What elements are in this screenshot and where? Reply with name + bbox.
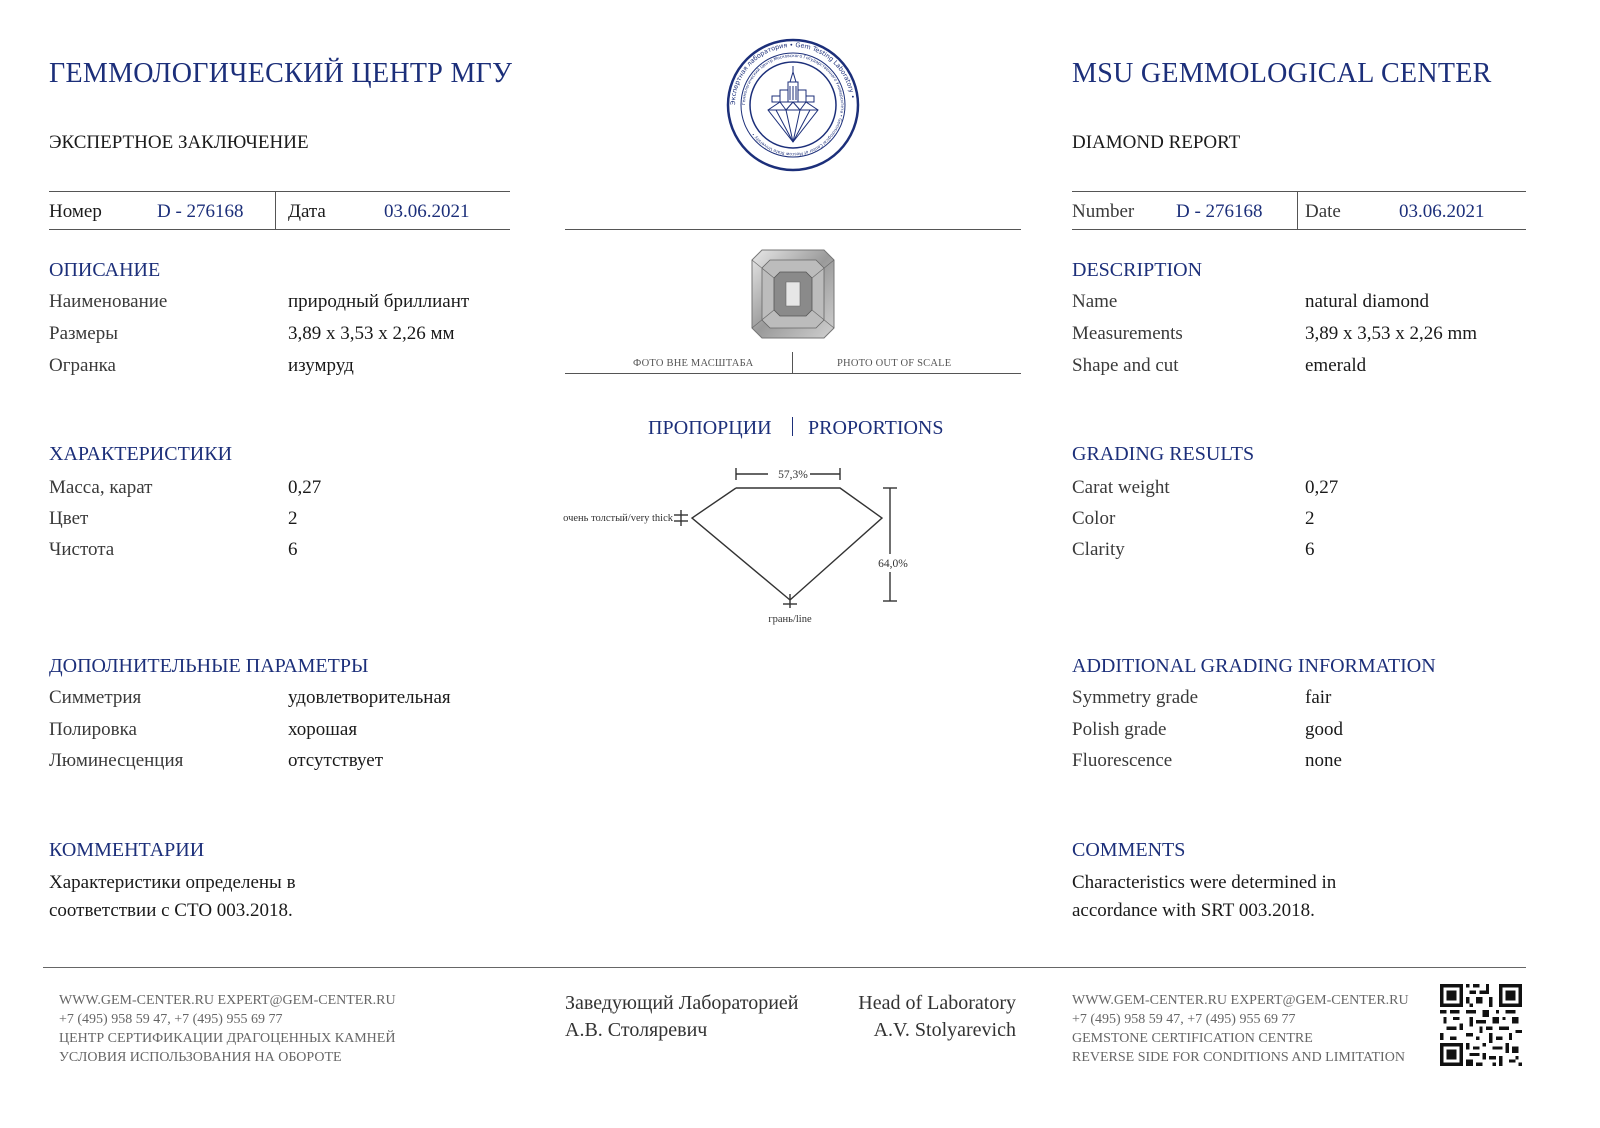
- ru-description-heading: ОПИСАНИЕ: [49, 259, 161, 281]
- ru-description-value: природный бриллиант: [288, 291, 470, 312]
- ru-footer: [59, 991, 396, 1067]
- ru-additional-heading: ДОПОЛНИТЕЛЬНЫЕ ПАРАМЕТРЫ: [49, 655, 369, 677]
- photo-caption-en: PHOTO OUT OF SCALE: [837, 358, 952, 369]
- signature-ru: [565, 990, 799, 1044]
- en-footer-centre: GEMSTONE CERTIFICATION CENTRE: [1072, 1031, 1313, 1046]
- ru-description-label: Размеры: [49, 323, 118, 344]
- ru-footer-phones: +7 (495) 958 59 47, +7 (495) 955 69 77: [59, 1012, 283, 1027]
- ru-comments-heading: КОММЕНТАРИИ: [49, 839, 205, 861]
- depth-percentage-label: 64,0%: [878, 558, 908, 570]
- ru-subtitle: ЭКСПЕРТНОЕ ЗАКЛЮЧЕНИЕ: [49, 132, 309, 153]
- en-grading-heading: GRADING RESULTS: [1072, 443, 1255, 465]
- en-description-label: Shape and cut: [1072, 355, 1179, 376]
- en-date-label: Date: [1305, 201, 1341, 222]
- culet-label: грань/line: [768, 614, 812, 625]
- en-grading-value: 2: [1305, 508, 1315, 529]
- center-top-rule: [565, 229, 1021, 230]
- en-additional-heading: ADDITIONAL GRADING INFORMATION: [1072, 655, 1436, 677]
- photo-caption-divider: [792, 352, 793, 373]
- en-footer-contacts: WWW.GEM-CENTER.RU EXPERT@GEM-CENTER.RU: [1072, 993, 1409, 1008]
- signature-en-name: A.V. Stolyarevich: [873, 1019, 1016, 1041]
- en-description-value: emerald: [1305, 355, 1367, 376]
- en-number-label: Number: [1072, 201, 1135, 222]
- qr-code[interactable]: [1440, 984, 1522, 1066]
- ru-grading-label: Масса, карат: [49, 477, 153, 498]
- ru-number-divider: [275, 192, 276, 229]
- en-description-label: Measurements: [1072, 323, 1183, 344]
- ru-grading-label: Чистота: [49, 539, 115, 560]
- ru-additional-value: хорошая: [288, 719, 358, 740]
- proportions-heading-en: PROPORTIONS: [808, 417, 944, 439]
- ru-footer-conditions: УСЛОВИЯ ИСПОЛЬЗОВАНИЯ НА ОБОРОТЕ: [59, 1050, 342, 1065]
- proportions-divider: [792, 417, 793, 436]
- ru-additional-label: Симметрия: [49, 687, 142, 708]
- msu-seal-logo: [726, 38, 860, 172]
- table-percentage-label: 57,3%: [778, 469, 808, 481]
- diamond-photo: [750, 248, 836, 340]
- ru-comments-line: соответствии с СТО 003.2018.: [49, 900, 293, 921]
- ru-description-value: 3,89 x 3,53 x 2,26 мм: [288, 323, 455, 344]
- ru-footer-centre: ЦЕНТР СЕРТИФИКАЦИИ ДРАГОЦЕННЫХ КАМНЕЙ: [59, 1031, 396, 1046]
- signature-en-title: Head of Laboratory: [858, 992, 1016, 1014]
- footer-rule: [43, 967, 1526, 968]
- en-comments-heading: COMMENTS: [1072, 839, 1186, 861]
- en-number-divider: [1297, 192, 1298, 229]
- en-number-bottom-rule: [1072, 229, 1526, 230]
- ru-description-label: Наименование: [49, 291, 168, 312]
- ru-additional-value: отсутствует: [288, 750, 384, 771]
- ru-description-value: изумруд: [288, 355, 354, 376]
- ru-grading-value: 0,27: [288, 477, 322, 498]
- photo-caption-ru: ФОТО ВНЕ МАСШТАБА: [633, 358, 754, 369]
- en-description-label: Name: [1072, 291, 1118, 312]
- en-grading-label: Carat weight: [1072, 477, 1170, 498]
- ru-date-value: 03.06.2021: [384, 201, 470, 222]
- en-additional-label: Symmetry grade: [1072, 687, 1199, 708]
- en-additional-value: none: [1305, 750, 1342, 771]
- en-footer-conditions: REVERSE SIDE FOR CONDITIONS AND LIMITATION: [1072, 1050, 1405, 1065]
- girdle-label: очень толстый/very thick: [563, 513, 673, 524]
- proportions-diagram: [540, 458, 940, 628]
- en-date-value: 03.06.2021: [1399, 201, 1485, 222]
- en-additional-value: good: [1305, 719, 1343, 740]
- en-description-value: natural diamond: [1305, 291, 1429, 312]
- ru-grading-value: 2: [288, 508, 298, 529]
- ru-description-label: Огранка: [49, 355, 116, 376]
- en-subtitle: DIAMOND REPORT: [1072, 132, 1241, 153]
- en-comments-line: accordance with SRT 003.2018.: [1072, 900, 1315, 921]
- ru-number-label: Номер: [49, 201, 102, 222]
- en-grading-label: Clarity: [1072, 539, 1125, 560]
- en-comments-line: Characteristics were determined in: [1072, 872, 1337, 893]
- en-footer-phones: +7 (495) 958 59 47, +7 (495) 955 69 77: [1072, 1012, 1296, 1027]
- ru-additional-label: Полировка: [49, 719, 137, 740]
- en-number-top-rule: [1072, 191, 1526, 192]
- ru-date-label: Дата: [288, 201, 326, 222]
- signature-en: [858, 990, 1016, 1044]
- en-number-value: D - 276168: [1176, 201, 1263, 222]
- en-additional-value: fair: [1305, 687, 1332, 708]
- en-description-value: 3,89 x 3,53 x 2,26 mm: [1305, 323, 1478, 344]
- en-additional-label: Polish grade: [1072, 719, 1167, 740]
- ru-number-value: D - 276168: [157, 201, 244, 222]
- ru-number-bottom-rule: [49, 229, 510, 230]
- signature-ru-name: А.В. Столяревич: [565, 1019, 708, 1041]
- en-description-heading: DESCRIPTION: [1072, 259, 1203, 281]
- ru-comments-line: Характеристики определены в: [49, 872, 296, 893]
- seal-inner-text: Геммологический Центр Московского Государственного Университета • Gemmological Center of Moscow State University •: [740, 52, 846, 158]
- ru-additional-label: Люминесценция: [49, 750, 184, 771]
- seal-outer-text: Экспертная лаборатория • Gem Testing Laboratory •: [728, 40, 857, 106]
- ru-number-top-rule: [49, 191, 510, 192]
- ru-grading-heading: ХАРАКТЕРИСТИКИ: [49, 443, 233, 465]
- en-footer: [1072, 991, 1409, 1067]
- photo-bottom-rule: [565, 373, 1021, 374]
- ru-grading-label: Цвет: [49, 508, 89, 529]
- en-title: MSU GEMMOLOGICAL CENTER: [1072, 58, 1492, 89]
- ru-footer-contacts: WWW.GEM-CENTER.RU EXPERT@GEM-CENTER.RU: [59, 993, 396, 1008]
- en-grading-value: 6: [1305, 539, 1315, 560]
- ru-additional-value: удовлетворительная: [288, 687, 451, 708]
- ru-title: ГЕММОЛОГИЧЕСКИЙ ЦЕНТР МГУ: [49, 58, 513, 89]
- signature-ru-title: Заведующий Лабораторией: [565, 992, 799, 1014]
- proportions-heading-ru: ПРОПОРЦИИ: [648, 417, 772, 439]
- en-additional-label: Fluorescence: [1072, 750, 1173, 771]
- ru-grading-value: 6: [288, 539, 298, 560]
- en-grading-value: 0,27: [1305, 477, 1339, 498]
- en-grading-label: Color: [1072, 508, 1116, 529]
